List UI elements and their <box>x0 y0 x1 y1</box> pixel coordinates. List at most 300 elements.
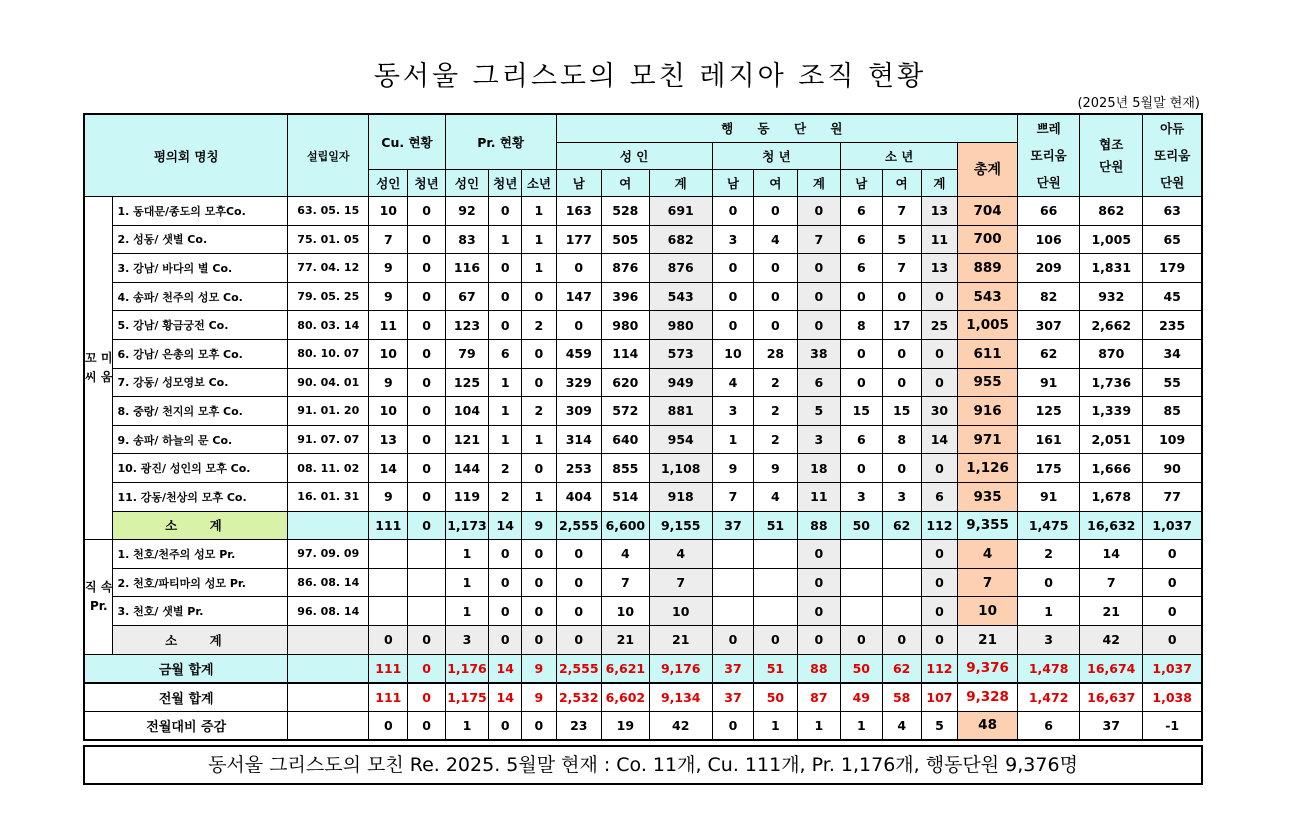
cell-col-8: 876 <box>602 254 650 283</box>
cell-col-16: 955 <box>958 368 1018 397</box>
council-name: 4. 송파/ 천주의 성모 Co. <box>113 282 288 311</box>
cell-col-7: 0 <box>556 597 602 626</box>
cell-col-9: 949 <box>649 368 712 397</box>
page-title: 동서울 그리스도의 모친 레지아 조직 현황 <box>373 61 927 92</box>
prev-total-col-16: 16,637 <box>1080 683 1143 712</box>
prev-total-col-3: 14 <box>489 683 522 712</box>
diff-col-5: 23 <box>556 711 602 740</box>
cell-col-15: 13 <box>921 197 957 226</box>
table-body <box>84 114 1202 740</box>
cell-col-15: 13 <box>921 254 957 283</box>
cell-col-10: 3 <box>712 225 753 254</box>
cell-col-7: 147 <box>556 282 602 311</box>
cell-col-11: 0 <box>754 254 797 283</box>
cell-col-6: 1 <box>522 425 556 454</box>
cell-col-19: 90 <box>1143 454 1202 483</box>
header-active: 행 동 단 원 <box>556 114 1018 142</box>
cell-col-10: 10 <box>712 339 753 368</box>
month-total-col-3: 14 <box>489 654 522 683</box>
cell-col-17: 82 <box>1018 282 1080 311</box>
cell-col-13 <box>841 540 882 569</box>
cell-col-10: 0 <box>712 282 753 311</box>
prev-total-col-0: 111 <box>369 683 408 712</box>
cell-col-12: 18 <box>797 454 840 483</box>
cell-col-7: 314 <box>556 425 602 454</box>
cell-col-2: 9 <box>369 368 408 397</box>
subtotal-col-12: 0 <box>882 625 921 654</box>
cell-col-3 <box>408 540 445 569</box>
cell-col-4: 67 <box>445 282 488 311</box>
cell-col-14: 15 <box>882 397 921 426</box>
diff-col-13: 5 <box>921 711 957 740</box>
header-founded: 설립일자 <box>288 114 369 197</box>
subtotal-col-11: 0 <box>841 625 882 654</box>
subtotal-col-13: 112 <box>921 511 957 540</box>
cell-col-10: 7 <box>712 482 753 511</box>
header-cu-adult: 성인 <box>369 170 408 197</box>
cell-col-12: 0 <box>797 568 840 597</box>
council-name: 1. 천호/천주의 성모 Pr. <box>113 540 288 569</box>
prev-total-col-10: 87 <box>797 683 840 712</box>
cell-col-8: 640 <box>602 425 650 454</box>
header-aux: 협조 단원 <box>1080 114 1143 197</box>
cell-col-17: 161 <box>1018 425 1080 454</box>
founded-date: 08. 11. 02 <box>288 454 369 483</box>
cell-col-9: 7 <box>649 568 712 597</box>
cell-col-2 <box>369 597 408 626</box>
header-adult-male: 남 <box>556 170 602 197</box>
cell-col-11: 2 <box>754 397 797 426</box>
subtotal-date-empty <box>288 511 369 540</box>
month-total-col-7: 9,176 <box>649 654 712 683</box>
cell-col-3: 0 <box>408 368 445 397</box>
cell-col-2: 10 <box>369 397 408 426</box>
month-total-col-6: 6,621 <box>602 654 650 683</box>
subtotal-col-16: 16,632 <box>1080 511 1143 540</box>
summary-box: 동서울 그리스도의 모친 Re. 2025. 5월말 현재 : Co. 11개, Cu. 111개, Pr. 1,176개, 행동단원 9,376명 <box>83 745 1203 785</box>
cell-col-13: 0 <box>841 282 882 311</box>
cell-col-11: 4 <box>754 482 797 511</box>
cell-col-16: 935 <box>958 482 1018 511</box>
cell-col-19: 0 <box>1143 597 1202 626</box>
prev-total-col-14: 9,328 <box>958 683 1018 712</box>
cell-col-11: 0 <box>754 197 797 226</box>
cell-col-6: 1 <box>522 225 556 254</box>
header-adult: 성 인 <box>556 142 712 170</box>
cell-col-5: 0 <box>489 597 522 626</box>
subtotal-col-9: 51 <box>754 511 797 540</box>
subtotal-label: 소 계 <box>113 625 288 654</box>
cell-col-18: 932 <box>1080 282 1143 311</box>
council-name: 3. 천호/ 샛별 Pr. <box>113 597 288 626</box>
cell-col-2: 7 <box>369 225 408 254</box>
cell-col-13: 3 <box>841 482 882 511</box>
council-name: 2. 성동/ 샛별 Co. <box>113 225 288 254</box>
founded-date: 80. 10. 07 <box>288 339 369 368</box>
cell-col-11 <box>754 568 797 597</box>
cell-col-8: 7 <box>602 568 650 597</box>
cell-col-10 <box>712 597 753 626</box>
council-name: 7. 강동/ 성모영보 Co. <box>113 368 288 397</box>
cell-col-19: 55 <box>1143 368 1202 397</box>
cell-col-9: 10 <box>649 597 712 626</box>
subtotal-col-17: 0 <box>1143 625 1202 654</box>
organization-table <box>83 113 1203 741</box>
header-pr-teen: 소년 <box>522 170 556 197</box>
cell-col-12: 38 <box>797 339 840 368</box>
cell-col-16: 1,005 <box>958 311 1018 340</box>
prev-total-col-2: 1,175 <box>445 683 488 712</box>
cell-col-15: 14 <box>921 425 957 454</box>
cell-col-17: 62 <box>1018 339 1080 368</box>
cell-col-3: 0 <box>408 254 445 283</box>
subtotal-col-8: 0 <box>712 625 753 654</box>
cell-col-9: 954 <box>649 425 712 454</box>
subtotal-row <box>84 511 1202 540</box>
cell-col-13: 8 <box>841 311 882 340</box>
cell-col-3: 0 <box>408 425 445 454</box>
cell-col-3: 0 <box>408 225 445 254</box>
month-total-col-0: 111 <box>369 654 408 683</box>
cell-col-18: 1,831 <box>1080 254 1143 283</box>
cell-col-14: 7 <box>882 197 921 226</box>
month-total-date-empty <box>288 654 369 683</box>
diff-col-8: 0 <box>712 711 753 740</box>
cell-col-13: 6 <box>841 254 882 283</box>
table-row <box>84 397 1202 426</box>
table-row <box>84 568 1202 597</box>
subtotal-col-2: 1,173 <box>445 511 488 540</box>
cell-col-4: 1 <box>445 597 488 626</box>
cell-col-16: 7 <box>958 568 1018 597</box>
table-row <box>84 454 1202 483</box>
cell-col-18: 1,005 <box>1080 225 1143 254</box>
prev-total-row <box>84 683 1202 712</box>
cell-col-16: 611 <box>958 339 1018 368</box>
cell-col-7: 0 <box>556 311 602 340</box>
cell-col-15: 0 <box>921 568 957 597</box>
subtotal-col-14: 21 <box>958 625 1018 654</box>
subtotal-col-0: 0 <box>369 625 408 654</box>
diff-row <box>84 711 1202 740</box>
cell-col-4: 104 <box>445 397 488 426</box>
prev-total-col-6: 6,602 <box>602 683 650 712</box>
cell-col-9: 4 <box>649 540 712 569</box>
month-total-col-17: 1,037 <box>1143 654 1202 683</box>
subtotal-col-9: 0 <box>754 625 797 654</box>
prev-total-col-12: 58 <box>882 683 921 712</box>
cell-col-6: 1 <box>522 254 556 283</box>
diff-col-1: 0 <box>408 711 445 740</box>
prev-total-col-7: 9,134 <box>649 683 712 712</box>
cell-col-5: 2 <box>489 482 522 511</box>
prev-total-col-5: 2,532 <box>556 683 602 712</box>
diff-col-7: 42 <box>649 711 712 740</box>
month-total-col-2: 1,176 <box>445 654 488 683</box>
cell-col-4: 125 <box>445 368 488 397</box>
cell-col-14: 8 <box>882 425 921 454</box>
as-of-date: (2025년 5월말 현재) <box>1077 96 1200 111</box>
founded-date: 91. 07. 07 <box>288 425 369 454</box>
cell-col-6: 1 <box>522 482 556 511</box>
table-row <box>84 425 1202 454</box>
cell-col-2: 11 <box>369 311 408 340</box>
cell-col-8: 620 <box>602 368 650 397</box>
cell-col-19: 34 <box>1143 339 1202 368</box>
header-youth: 청 년 <box>712 142 840 170</box>
cell-col-7: 0 <box>556 540 602 569</box>
cell-col-12: 0 <box>797 197 840 226</box>
founded-date: 86. 08. 14 <box>288 568 369 597</box>
cell-col-5: 0 <box>489 568 522 597</box>
month-total-col-14: 9,376 <box>958 654 1018 683</box>
diff-col-2: 1 <box>445 711 488 740</box>
cell-col-15: 0 <box>921 282 957 311</box>
diff-col-17: -1 <box>1143 711 1202 740</box>
cell-col-13 <box>841 597 882 626</box>
month-total-col-1: 0 <box>408 654 445 683</box>
subtotal-col-0: 111 <box>369 511 408 540</box>
prev-total-col-4: 9 <box>522 683 556 712</box>
cell-col-9: 980 <box>649 311 712 340</box>
header-adult-sum: 계 <box>649 170 712 197</box>
cell-col-6: 0 <box>522 568 556 597</box>
month-total-col-9: 51 <box>754 654 797 683</box>
cell-col-3 <box>408 597 445 626</box>
cell-col-11: 0 <box>754 282 797 311</box>
cell-col-7: 0 <box>556 254 602 283</box>
council-name: 9. 송파/ 하늘의 문 Co. <box>113 425 288 454</box>
cell-col-6: 1 <box>522 197 556 226</box>
cell-col-17: 66 <box>1018 197 1080 226</box>
cell-col-10 <box>712 568 753 597</box>
cell-col-19: 179 <box>1143 254 1202 283</box>
cell-col-2: 9 <box>369 282 408 311</box>
cell-col-6: 0 <box>522 597 556 626</box>
council-name: 1. 동대문/종도의 모후Co. <box>113 197 288 226</box>
cell-col-7: 459 <box>556 339 602 368</box>
cell-col-15: 0 <box>921 540 957 569</box>
header-adju: 아듀 또리움 단원 <box>1143 114 1202 197</box>
cell-col-4: 121 <box>445 425 488 454</box>
cell-col-8: 980 <box>602 311 650 340</box>
founded-date: 90. 04. 01 <box>288 368 369 397</box>
cell-col-13: 15 <box>841 397 882 426</box>
cell-col-19: 0 <box>1143 568 1202 597</box>
cell-col-14: 5 <box>882 225 921 254</box>
cell-col-5: 1 <box>489 368 522 397</box>
founded-date: 80. 03. 14 <box>288 311 369 340</box>
cell-col-8: 528 <box>602 197 650 226</box>
table-row <box>84 540 1202 569</box>
cell-col-15: 30 <box>921 397 957 426</box>
cell-col-5: 1 <box>489 225 522 254</box>
cell-col-18: 1,666 <box>1080 454 1143 483</box>
cell-col-18: 21 <box>1080 597 1143 626</box>
cell-col-3: 0 <box>408 454 445 483</box>
founded-date: 79. 05. 25 <box>288 282 369 311</box>
cell-col-11: 0 <box>754 311 797 340</box>
cell-col-14: 0 <box>882 368 921 397</box>
cell-col-17: 0 <box>1018 568 1080 597</box>
cell-col-5: 0 <box>489 254 522 283</box>
cell-col-17: 307 <box>1018 311 1080 340</box>
cell-col-3: 0 <box>408 197 445 226</box>
cell-col-18: 1,339 <box>1080 397 1143 426</box>
cell-col-15: 0 <box>921 339 957 368</box>
cell-col-18: 862 <box>1080 197 1143 226</box>
subtotal-col-15: 3 <box>1018 625 1080 654</box>
cell-col-15: 0 <box>921 368 957 397</box>
month-total-col-4: 9 <box>522 654 556 683</box>
council-name: 8. 중랑/ 천지의 모후 Co. <box>113 397 288 426</box>
cell-col-4: 144 <box>445 454 488 483</box>
subtotal-col-16: 42 <box>1080 625 1143 654</box>
cell-col-8: 855 <box>602 454 650 483</box>
diff-col-4: 0 <box>522 711 556 740</box>
subtotal-col-12: 62 <box>882 511 921 540</box>
cell-col-10: 1 <box>712 425 753 454</box>
cell-col-2: 9 <box>369 254 408 283</box>
diff-col-0: 0 <box>369 711 408 740</box>
founded-date: 16. 01. 31 <box>288 482 369 511</box>
cell-col-8: 4 <box>602 540 650 569</box>
subtotal-col-10: 0 <box>797 625 840 654</box>
cell-col-13: 6 <box>841 197 882 226</box>
cell-col-14 <box>882 540 921 569</box>
month-total-col-5: 2,555 <box>556 654 602 683</box>
prev-total-col-11: 49 <box>841 683 882 712</box>
prev-total-date-empty <box>288 683 369 712</box>
subtotal-col-2: 3 <box>445 625 488 654</box>
cell-col-17: 91 <box>1018 482 1080 511</box>
header-youth-female: 여 <box>754 170 797 197</box>
cell-col-6: 0 <box>522 368 556 397</box>
cell-col-15: 6 <box>921 482 957 511</box>
cell-col-3: 0 <box>408 482 445 511</box>
cell-col-12: 0 <box>797 540 840 569</box>
cell-col-16: 916 <box>958 397 1018 426</box>
cell-col-16: 704 <box>958 197 1018 226</box>
subtotal-label: 소 계 <box>113 511 288 540</box>
cell-col-5: 2 <box>489 454 522 483</box>
cell-col-18: 1,678 <box>1080 482 1143 511</box>
cell-col-18: 14 <box>1080 540 1143 569</box>
month-total-col-16: 16,674 <box>1080 654 1143 683</box>
cell-col-11 <box>754 597 797 626</box>
cell-col-12: 0 <box>797 254 840 283</box>
subtotal-col-5: 0 <box>556 625 602 654</box>
cell-col-17: 106 <box>1018 225 1080 254</box>
cell-col-7: 329 <box>556 368 602 397</box>
subtotal-col-4: 9 <box>522 511 556 540</box>
cell-col-16: 4 <box>958 540 1018 569</box>
cell-col-5: 0 <box>489 540 522 569</box>
cell-col-4: 123 <box>445 311 488 340</box>
header-cu-youth: 청년 <box>408 170 445 197</box>
cell-col-16: 889 <box>958 254 1018 283</box>
header-youth-sum: 계 <box>797 170 840 197</box>
cell-col-10: 3 <box>712 397 753 426</box>
header-adult-female: 여 <box>602 170 650 197</box>
cell-col-8: 505 <box>602 225 650 254</box>
cell-col-2 <box>369 540 408 569</box>
subtotal-col-7: 9,155 <box>649 511 712 540</box>
cell-col-7: 253 <box>556 454 602 483</box>
diff-col-16: 37 <box>1080 711 1143 740</box>
founded-date: 77. 04. 12 <box>288 254 369 283</box>
cell-col-6: 0 <box>522 339 556 368</box>
cell-col-15: 0 <box>921 454 957 483</box>
cell-col-12: 0 <box>797 311 840 340</box>
subtotal-col-1: 0 <box>408 511 445 540</box>
cell-col-5: 1 <box>489 425 522 454</box>
cell-col-7: 0 <box>556 568 602 597</box>
cell-col-3: 0 <box>408 311 445 340</box>
cell-col-6: 2 <box>522 397 556 426</box>
header-teen-female: 여 <box>882 170 921 197</box>
cell-col-16: 543 <box>958 282 1018 311</box>
cell-col-3 <box>408 568 445 597</box>
cell-col-4: 119 <box>445 482 488 511</box>
subtotal-date-empty <box>288 625 369 654</box>
cell-col-10: 0 <box>712 311 753 340</box>
month-total-col-8: 37 <box>712 654 753 683</box>
founded-date: 96. 08. 14 <box>288 597 369 626</box>
cell-col-5: 0 <box>489 197 522 226</box>
subtotal-col-13: 0 <box>921 625 957 654</box>
cell-col-2: 10 <box>369 197 408 226</box>
cell-col-18: 2,662 <box>1080 311 1143 340</box>
cell-col-11: 9 <box>754 454 797 483</box>
diff-col-9: 1 <box>754 711 797 740</box>
cell-col-14: 0 <box>882 282 921 311</box>
prev-total-col-17: 1,038 <box>1143 683 1202 712</box>
cell-col-10: 9 <box>712 454 753 483</box>
cell-col-16: 971 <box>958 425 1018 454</box>
cell-col-14: 0 <box>882 339 921 368</box>
cell-col-18: 870 <box>1080 339 1143 368</box>
founded-date: 75. 01. 05 <box>288 225 369 254</box>
table-row <box>84 339 1202 368</box>
prev-total-col-9: 50 <box>754 683 797 712</box>
cell-col-11: 2 <box>754 368 797 397</box>
cell-col-8: 572 <box>602 397 650 426</box>
table-row <box>84 254 1202 283</box>
diff-col-6: 19 <box>602 711 650 740</box>
cell-col-8: 10 <box>602 597 650 626</box>
cell-col-6: 0 <box>522 540 556 569</box>
table-row <box>84 311 1202 340</box>
prev-total-col-8: 37 <box>712 683 753 712</box>
table-row <box>84 482 1202 511</box>
cell-col-3: 0 <box>408 339 445 368</box>
cell-col-19: 235 <box>1143 311 1202 340</box>
cell-col-7: 309 <box>556 397 602 426</box>
founded-date: 63. 05. 15 <box>288 197 369 226</box>
cell-col-14 <box>882 597 921 626</box>
header-teen-sum: 계 <box>921 170 957 197</box>
cell-col-17: 175 <box>1018 454 1080 483</box>
cell-col-3: 0 <box>408 397 445 426</box>
month-total-col-15: 1,478 <box>1018 654 1080 683</box>
header-pr: Pr. 현황 <box>445 114 556 170</box>
cell-col-12: 11 <box>797 482 840 511</box>
cell-col-16: 1,126 <box>958 454 1018 483</box>
cell-col-4: 92 <box>445 197 488 226</box>
cell-col-18: 7 <box>1080 568 1143 597</box>
cell-col-18: 2,051 <box>1080 425 1143 454</box>
